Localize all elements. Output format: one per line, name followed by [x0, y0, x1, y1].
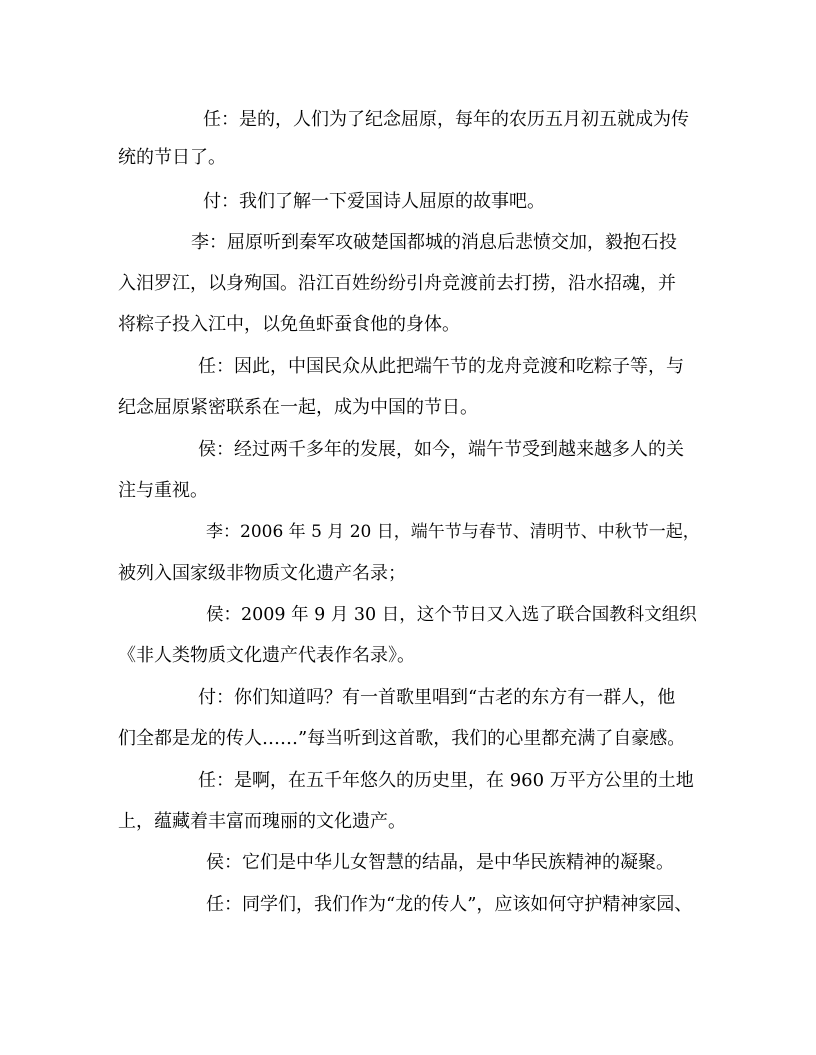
text-line: 被列入国家级非物质文化遗产名录；	[118, 563, 406, 584]
text-line: 李：2006 年 5 月 20 日，端午节与春节、清明节、中秋节一起，	[206, 522, 700, 542]
text-line: 们全都是龙的传人……”每当听到这首歌，我们的心里都充满了自豪感。	[118, 728, 686, 749]
text-line: 纪念屈原紧密联系在一起，成为中国的节日。	[118, 397, 478, 418]
text-line: 任：同学们，我们作为“龙的传人”，应该如何守护精神家园、	[206, 894, 693, 915]
text-line: 《非人类物质文化遗产代表作名录》。	[118, 645, 415, 666]
text-line: 付：你们知道吗？有一首歌里唱到“古老的东方有一群人，他	[198, 687, 676, 708]
text-line: 付：我们了解一下爱国诗人屈原的故事吧。	[203, 191, 545, 212]
text-line: 上，蕴藏着丰富而瑰丽的文化遗产。	[118, 811, 406, 832]
text-line: 将粽子投入江中，以免鱼虾蚕食他的身体。	[118, 314, 460, 335]
text-line: 入汨罗江，以身殉国。沿江百姓纷纷引舟竞渡前去打捞，沿水招魂，并	[118, 273, 676, 294]
text-line: 侯：它们是中华儿女智慧的结晶，是中华民族精神的凝聚。	[206, 852, 674, 873]
text-line: 任：是的，人们为了纪念屈原，每年的农历五月初五就成为传	[203, 109, 689, 130]
text-line: 李：屈原听到秦军攻破楚国都城的消息后悲愤交加，毅抱石投	[191, 232, 677, 253]
text-line: 侯：2009 年 9 月 30 日，这个节日又入选了联合国教科文组织	[206, 605, 697, 625]
text-line: 任：因此，中国民众从此把端午节的龙舟竞渡和吃粽子等，与	[198, 356, 684, 377]
text-line: 侯：经过两千多年的发展，如今，端午节受到越来越多人的关	[198, 439, 684, 460]
text-line: 任：是啊，在五千年悠久的历史里，在 960 万平方公里的土地	[198, 770, 694, 791]
text-line: 统的节日了。	[118, 147, 226, 168]
text-line: 注与重视。	[118, 480, 208, 501]
